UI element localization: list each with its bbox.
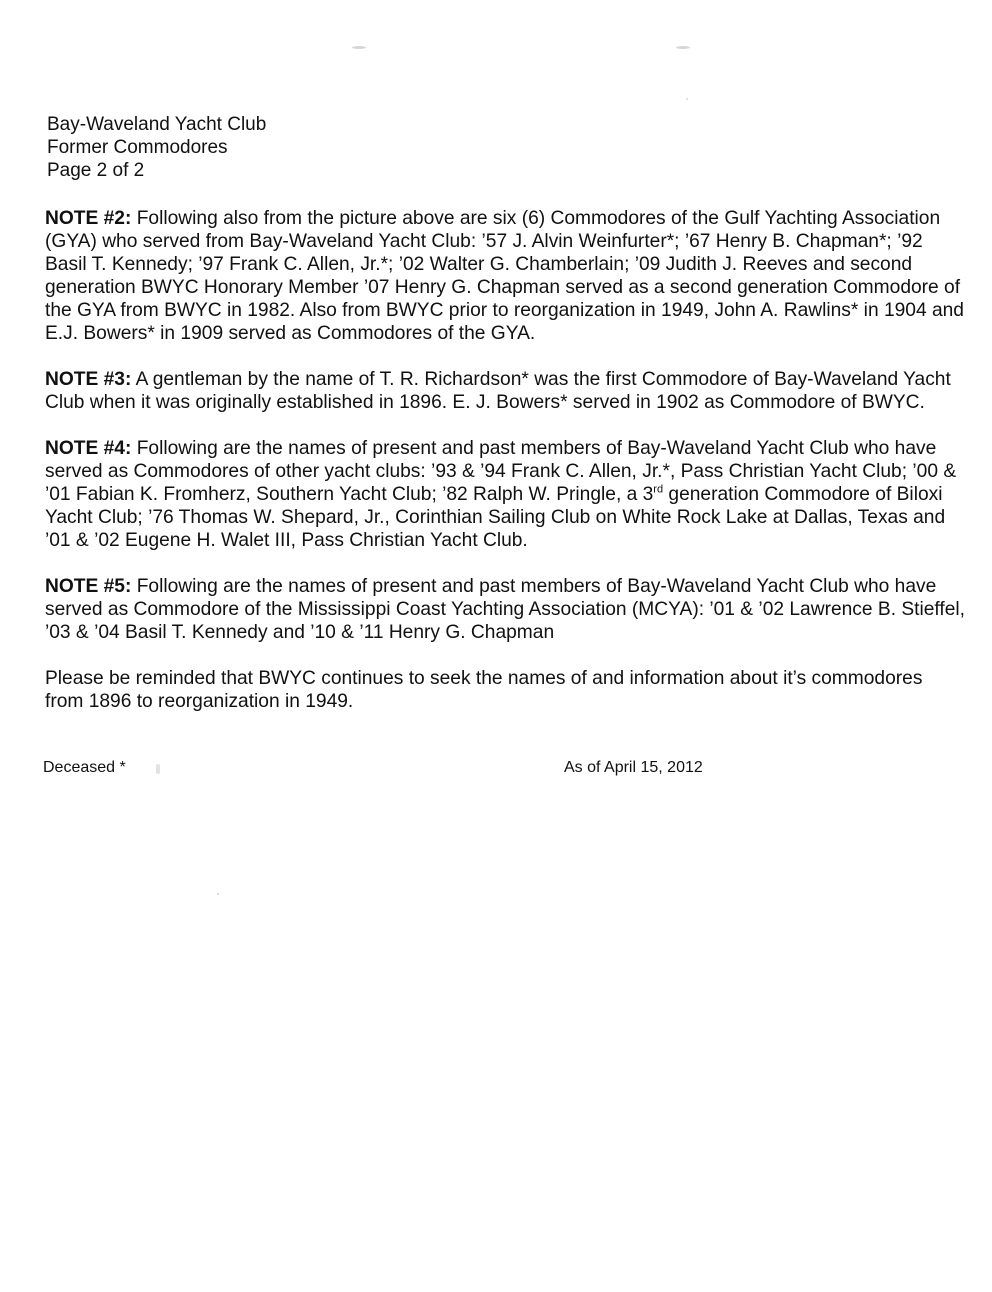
reminder-paragraph: Please be reminded that BWYC continues to seek the names of and information about it’s commodores from 1896 to reorganization in 1949. [45, 668, 923, 712]
scan-speck [676, 46, 690, 49]
scan-speck [156, 764, 160, 774]
document-subtitle: Former Commodores [47, 137, 228, 158]
note-3-paragraph [45, 368, 965, 414]
scan-speck [686, 98, 688, 100]
note-2-text: Following also from the picture above are six (6) Commodores of the Gulf Yachting Association (GYA) who served from Bay-Waveland Yacht Club: ’57 J. Alvin Weinfurter*; ’67 Henry B. Chapman*; ’92 Basil T. Kennedy; ’97 Frank C. Allen, Jr.*; ’02 Walter G. Chamberlain; ’09 Judith J. Reeves and second generation BWYC Honorary Member ’07 Henry G. Chapman served as a second generation Commodore of the GYA from BWYC in 1982. Also from BWYC prior to reorganization in 1949, John A. Rawlins* in 1904 and E.J. Bowers* in 1909 served as Commodores of the GYA. [45, 208, 964, 344]
note-4-paragraph [45, 437, 965, 552]
scan-speck [352, 46, 366, 49]
document-header [47, 113, 266, 182]
note-4-text-after: generation Commodore of Biloxi Yacht Club; ’76 Thomas W. Shepard, Jr., Corinthian Sailing Club on White Rock Lake at Dallas, Texas and ’01 & ’02 Eugene H. Walet III, Pass Christian Yacht Club. [45, 484, 946, 551]
as-of-date: As of April 15, 2012 [564, 759, 703, 776]
note-4-text-before: Following are the names of present and past members of Bay-Waveland Yacht Club who have served as Commodores of other yacht clubs: ’93 & ’94 Frank C. Allen, Jr.*, Pass Christian Yacht Club; ’00 & ’01 Fabian K. Fromherz, Southern Yacht Club; ’82 Ralph W. Pringle, a 3 [45, 438, 957, 505]
note-5-paragraph [45, 575, 965, 644]
note-3-label: NOTE #3: [45, 369, 132, 390]
note-3-text: A gentleman by the name of T. R. Richardson* was the first Commodore of Bay-Waveland Yacht Club when it was originally established in 1896. E. J. Bowers* served in 1902 as Commodore of BWYC. [45, 369, 951, 413]
notes-body [45, 207, 965, 736]
org-name: Bay-Waveland Yacht Club [47, 114, 267, 135]
note-5-text: Following are the names of present and past members of Bay-Waveland Yacht Club who have served as Commodore of the Mississippi Coast Yachting Association (MCYA): ’01 & ’02 Lawrence B. Stieffel, ’03 & ’04 Basil T. Kennedy and ’10 & ’11 Henry G. Chapman [45, 576, 965, 643]
scan-speck [217, 893, 219, 895]
note-4-superscript: rd [653, 483, 664, 496]
note-4-label: NOTE #4: [45, 438, 132, 459]
deceased-legend: Deceased * [43, 759, 126, 776]
note-2-paragraph [45, 207, 965, 345]
page-number: Page 2 of 2 [47, 160, 145, 181]
note-5-label: NOTE #5: [45, 576, 132, 597]
note-2-label: NOTE #2: [45, 208, 132, 229]
